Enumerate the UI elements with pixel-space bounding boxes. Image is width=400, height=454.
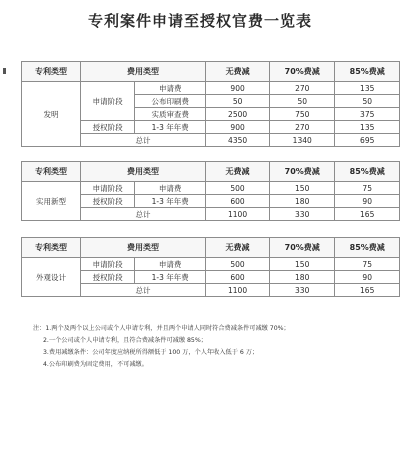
total-value: 330 xyxy=(270,284,335,297)
table-header-row xyxy=(22,238,400,258)
stage-cell: 授权阶段 xyxy=(80,271,134,284)
note-line: 2.一个公司或个人申请专利，且符合费减条件可减缴 85%； xyxy=(43,337,207,344)
header-70-reduction: 70%费减 xyxy=(270,62,335,82)
stage-cell: 申请阶段 xyxy=(80,182,134,195)
header-no-reduction: 无费减 xyxy=(206,162,270,182)
stage-cell: 申请阶段 xyxy=(80,82,134,121)
header-85-reduction: 85%费减 xyxy=(335,162,400,182)
fee-name-cell: 实质审查费 xyxy=(135,108,206,121)
value-cell: 900 xyxy=(206,121,270,134)
value-cell: 75 xyxy=(335,258,400,271)
value-cell: 500 xyxy=(206,258,270,271)
value-cell: 90 xyxy=(335,271,400,284)
value-cell: 180 xyxy=(270,195,335,208)
margin-mark xyxy=(3,68,6,74)
total-label: 总计 xyxy=(80,208,205,221)
header-patent-type: 专利类型 xyxy=(22,62,81,82)
table-header-row xyxy=(22,62,400,82)
fee-name-cell: 申请费 xyxy=(135,258,206,271)
header-85-reduction: 85%费减 xyxy=(335,62,400,82)
utility-fee-table xyxy=(21,161,400,221)
fee-name-cell: 1-3 年年费 xyxy=(135,195,206,208)
value-cell: 90 xyxy=(335,195,400,208)
fee-name-cell: 1-3 年年费 xyxy=(135,121,206,134)
value-cell: 270 xyxy=(270,121,335,134)
value-cell: 375 xyxy=(335,108,400,121)
stage-cell: 授权阶段 xyxy=(80,195,134,208)
page-title: 专利案件申请至授权官费一览表 xyxy=(87,12,312,30)
total-value: 165 xyxy=(335,284,400,297)
invention-fee-table xyxy=(21,61,400,147)
value-cell: 270 xyxy=(270,82,335,95)
total-value: 1100 xyxy=(206,208,270,221)
stage-cell: 申请阶段 xyxy=(80,258,134,271)
header-patent-type: 专利类型 xyxy=(22,238,81,258)
fee-name-cell: 申请费 xyxy=(135,182,206,195)
header-no-reduction: 无费减 xyxy=(206,62,270,82)
value-cell: 135 xyxy=(335,82,400,95)
total-label: 总计 xyxy=(80,134,205,147)
value-cell: 50 xyxy=(206,95,270,108)
table-header-row xyxy=(22,162,400,182)
value-cell: 180 xyxy=(270,271,335,284)
header-85-reduction: 85%费减 xyxy=(335,238,400,258)
table-row xyxy=(22,258,400,271)
note-line: 注：1.两个及两个以上公司或个人申请专利，并且两个申请人同时符合费减条件可减缴 70%； xyxy=(33,325,290,332)
value-cell: 135 xyxy=(335,121,400,134)
table-row xyxy=(22,82,400,95)
patent-type-cell: 外观设计 xyxy=(22,258,81,297)
header-fee-type: 费用类型 xyxy=(80,162,205,182)
table-row xyxy=(22,182,400,195)
value-cell: 500 xyxy=(206,182,270,195)
notes-section xyxy=(33,323,393,371)
value-cell: 2500 xyxy=(206,108,270,121)
header-70-reduction: 70%费减 xyxy=(270,162,335,182)
value-cell: 150 xyxy=(270,182,335,195)
total-value: 1100 xyxy=(206,284,270,297)
total-value: 165 xyxy=(335,208,400,221)
note-line: 3.费用减缴条件：公司年度应纳税所得额低于 100 万，个人年收入低于 6 万； xyxy=(43,349,259,356)
value-cell: 75 xyxy=(335,182,400,195)
header-patent-type: 专利类型 xyxy=(22,162,81,182)
fee-name-cell: 申请费 xyxy=(135,82,206,95)
header-fee-type: 费用类型 xyxy=(80,238,205,258)
total-value: 695 xyxy=(335,134,400,147)
value-cell: 600 xyxy=(206,195,270,208)
patent-type-cell: 实用新型 xyxy=(22,182,81,221)
total-value: 330 xyxy=(270,208,335,221)
value-cell: 600 xyxy=(206,271,270,284)
value-cell: 50 xyxy=(270,95,335,108)
value-cell: 50 xyxy=(335,95,400,108)
fee-name-cell: 1-3 年年费 xyxy=(135,271,206,284)
header-fee-type: 费用类型 xyxy=(80,62,205,82)
patent-type-cell: 发明 xyxy=(22,82,81,147)
value-cell: 750 xyxy=(270,108,335,121)
note-line: 4.公布印刷费为固定费用，不可减缴。 xyxy=(43,361,148,368)
value-cell: 900 xyxy=(206,82,270,95)
header-no-reduction: 无费减 xyxy=(206,238,270,258)
total-value: 4350 xyxy=(206,134,270,147)
fee-name-cell: 公布印刷费 xyxy=(135,95,206,108)
stage-cell: 授权阶段 xyxy=(80,121,134,134)
design-fee-table xyxy=(21,237,400,297)
total-value: 1340 xyxy=(270,134,335,147)
value-cell: 150 xyxy=(270,258,335,271)
total-label: 总计 xyxy=(80,284,205,297)
header-70-reduction: 70%费减 xyxy=(270,238,335,258)
